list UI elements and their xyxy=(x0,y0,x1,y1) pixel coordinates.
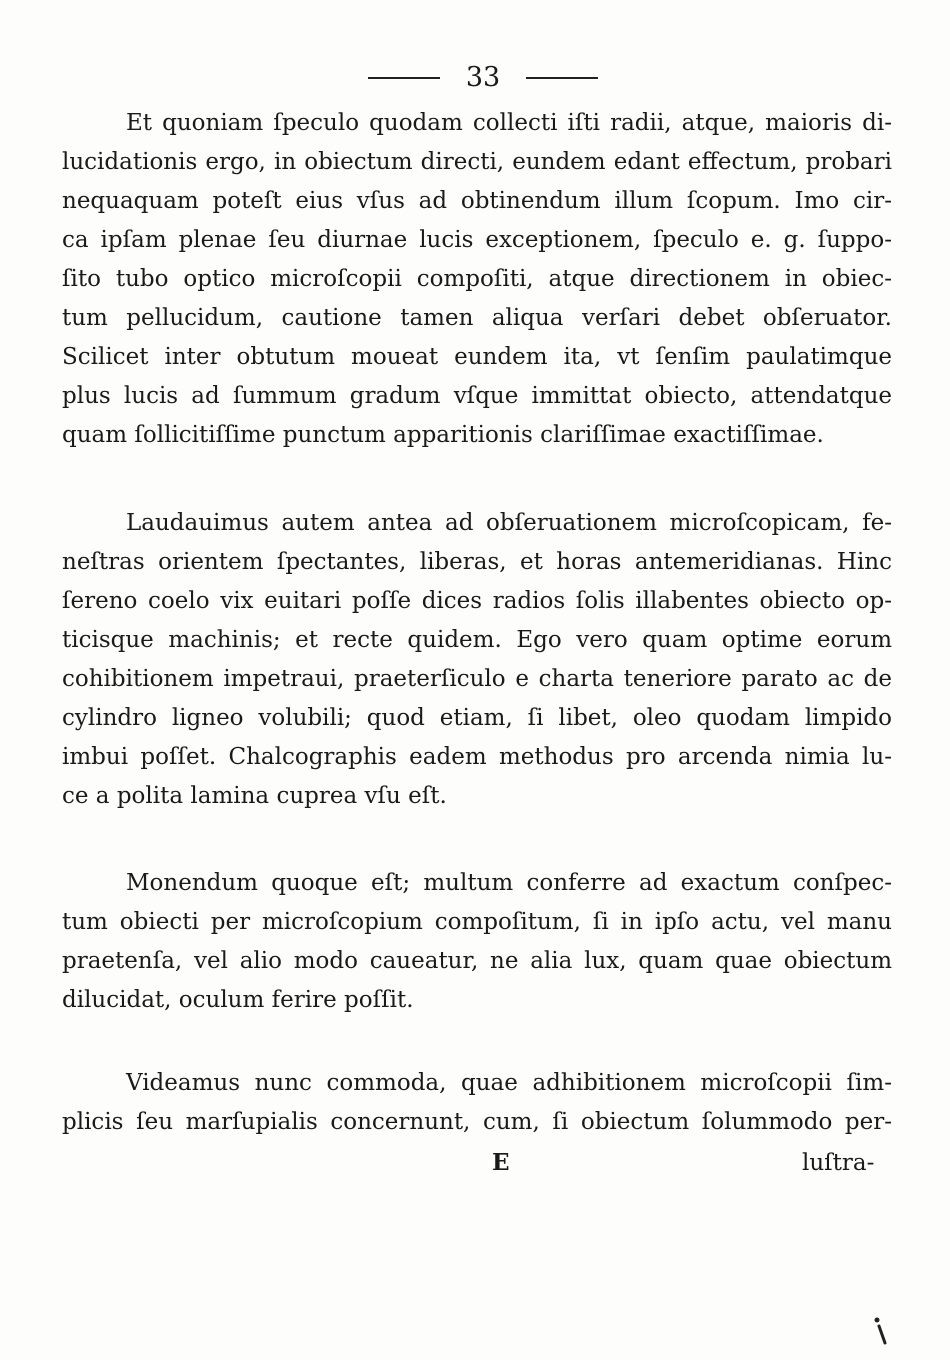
paragraph-3 xyxy=(62,864,892,1020)
text-line: neſtras orientem ſpectantes, liberas, et horas antemeridianas. Hinc xyxy=(62,549,892,575)
paragraph-1 xyxy=(62,104,892,455)
catchword: luſtra- xyxy=(802,1150,875,1176)
text-line: Monendum quoque eſt; multum conferre ad exactum conſpec- xyxy=(126,870,892,896)
text-line: quam ſollicitiſſime punctum apparitionis clariſſimae exactiſſimae. xyxy=(62,422,824,448)
text-line: Scilicet inter obtutum moueat eundem ita, vt ſenſim paulatimque xyxy=(62,344,892,370)
text-line: imbui poſſet. Chalcographis eadem methodus pro arcenda nimia lu- xyxy=(62,744,892,770)
paragraph-2 xyxy=(62,504,892,816)
text-line: Et quoniam ſpeculo quodam collecti iſti radii, atque, maioris di- xyxy=(126,110,892,136)
text-line: plicis ſeu marſupialis concernunt, cum, ſi obiectum ſolummodo per- xyxy=(62,1109,892,1135)
text-line: tum obiecti per microſcopium compoſitum, ſi in ipſo actu, vel manu xyxy=(62,909,892,935)
paragraph-4 xyxy=(62,1064,892,1142)
header-rule-left xyxy=(368,77,440,79)
page-header xyxy=(0,62,950,96)
ink-speck-icon xyxy=(873,1316,887,1346)
text-line: tum pellucidum, cautione tamen aliqua verſari debet obſeruator. xyxy=(62,305,892,331)
signature-mark: E xyxy=(492,1149,510,1176)
page-footer xyxy=(0,1146,950,1180)
text-line: cylindro ligneo volubili; quod etiam, ſi libet, oleo quodam limpido xyxy=(62,705,892,731)
text-line: ſereno coelo vix euitari poſſe dices radios ſolis illabentes obiecto op- xyxy=(62,588,892,614)
text-line: ticisque machinis; et recte quidem. Ego vero quam optime eorum xyxy=(62,627,892,653)
header-rule-right xyxy=(526,77,598,79)
text-line: Videamus nunc commoda, quae adhibitionem microſcopii ſim- xyxy=(126,1070,892,1096)
page-number: 33 xyxy=(465,62,501,93)
text-line: plus lucis ad ſummum gradum vſque immittat obiecto, attendatque xyxy=(62,383,892,409)
text-line: nequaquam poteſt eius vſus ad obtinendum illum ſcopum. Imo cir- xyxy=(62,188,892,214)
text-line: ca ipſam plenae ſeu diurnae lucis exceptionem, ſpeculo e. g. ſuppo- xyxy=(62,227,892,253)
text-line: lucidationis ergo, in obiectum directi, eundem edant effectum, probari xyxy=(62,149,892,175)
text-line: dilucidat, oculum ferire poſſit. xyxy=(62,987,414,1013)
text-line: ſito tubo optico microſcopii compoſiti, atque directionem in obiec- xyxy=(62,266,892,292)
text-line: praetenſa, vel alio modo caueatur, ne alia lux, quam quae obiectum xyxy=(62,948,892,974)
text-line: ce a polita lamina cuprea vſu eſt. xyxy=(62,783,447,809)
text-line: cohibitionem impetraui, praeterſiculo e charta teneriore parato ac de xyxy=(62,666,892,692)
text-line: Laudauimus autem antea ad obſeruationem microſcopicam, fe- xyxy=(126,510,892,536)
